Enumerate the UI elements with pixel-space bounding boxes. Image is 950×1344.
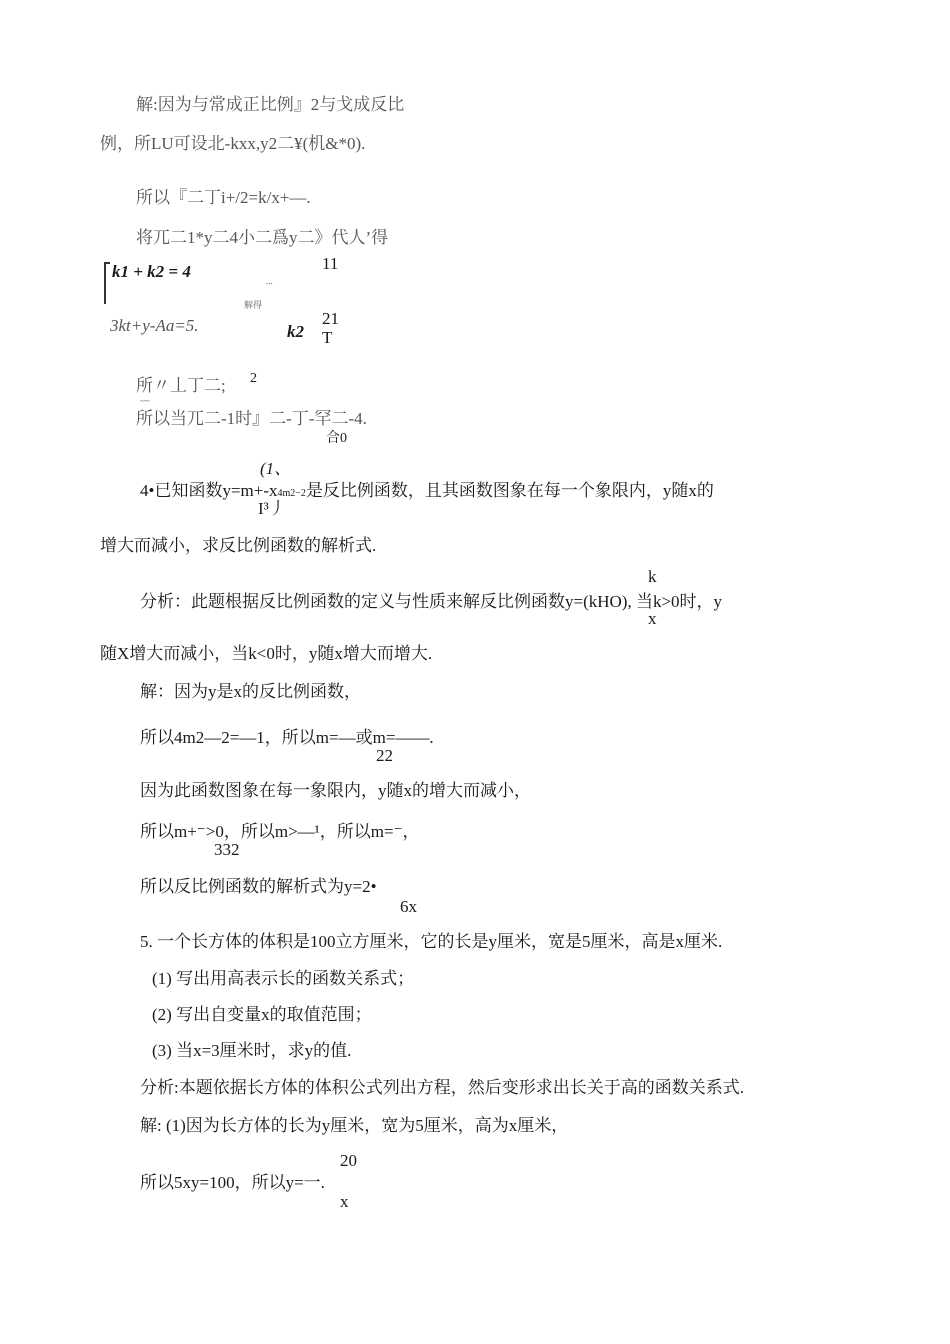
problem4-solution-line1: 解：因为y是x的反比例函数， bbox=[140, 682, 361, 701]
k2-label: k2 bbox=[287, 322, 304, 341]
fraction-1-numerator: 11 bbox=[322, 254, 339, 273]
problem4-analysis-line1: 分析：此题根据反比例函数的定义与性质来解反比例函数y=(kHO), 当k>0时，y bbox=[140, 592, 723, 611]
fraction-2-numerator: 21 bbox=[322, 309, 339, 328]
problem5-question-3: (3) 当x=3厘米时，求y的值. bbox=[152, 1041, 352, 1060]
system-equation-2: 3kt+y-Aa=5. bbox=[110, 316, 199, 335]
problem4-solution-line5-denominator: 6x bbox=[400, 897, 417, 916]
analysis-fraction-numerator: k bbox=[648, 567, 657, 586]
problem5-analysis: 分析:本题依据长方体的体积公式列出方程，然后变形求出长关于高的函数关系式. bbox=[140, 1078, 744, 1097]
line5-subscript: ~~ bbox=[140, 396, 150, 406]
equation-system-brace bbox=[104, 262, 110, 304]
line6-subscript: 合0 bbox=[326, 431, 347, 446]
problem5-question-1: (1) 写出用高表示长的函数关系式； bbox=[152, 969, 415, 988]
prev-solution-line2: 例，所LU可设北-kxx,y2二¥(机&*0). bbox=[100, 134, 366, 153]
problem5-solution-line2: 所以5xy=100，所以y=一. bbox=[140, 1173, 325, 1192]
problem4-stem-line1: 4•已知函数y=m+-x4m2−2是反比例函数，且其函数图象在每一个象限内，y随x的 bbox=[140, 481, 714, 500]
problem5-solution-line1: 解: (1)因为长方体的长为y厘米，宽为5厘米，高为x厘米， bbox=[140, 1116, 569, 1135]
problem4-coefficient-top: (1、 bbox=[260, 459, 292, 478]
prev-solution-line4: 将兀二1*y二4小二爲y二》代人’得 bbox=[136, 228, 389, 247]
system-equation-1: k1 + k2 = 4 bbox=[112, 262, 191, 281]
line5-superscript: 2 bbox=[250, 371, 257, 386]
problem4-coefficient-bottom: I³丿 bbox=[258, 499, 286, 518]
problem4-solution-line4-denominators: 332 bbox=[214, 840, 240, 859]
problem4-analysis-line2: 随X增大而减小，当k<0时，y随x增大而增大. bbox=[100, 644, 433, 663]
analysis-fraction-denominator: x bbox=[648, 609, 657, 628]
problem4-solution-line4: 所以m+⁻>0，所以m>—¹，所以m=⁻， bbox=[140, 822, 420, 841]
problem5-stem: 5. 一个长方体的体积是100立方厘米，它的长是y厘米，宽是5厘米，高是x厘米. bbox=[140, 932, 723, 951]
prev-solution-line1: 解:因为与常成正比例』2与戈成反比 bbox=[136, 95, 405, 114]
fraction-2-denominator: T bbox=[322, 328, 333, 347]
problem5-fraction-denominator: x bbox=[340, 1192, 349, 1211]
problem4-solution-line2-denominators: 22 bbox=[376, 746, 393, 765]
problem4-solution-line5: 所以反比例函数的解析式为y=2• bbox=[140, 877, 377, 896]
problem4-solution-line3: 因为此函数图象在每一象限内，y随x的增大而减小， bbox=[140, 781, 531, 800]
prev-solution-line3: 所以『二丁i+/2=k/x+—. bbox=[136, 188, 311, 207]
ellipsis: ... bbox=[266, 276, 273, 286]
problem4-exponent: 4m2−2 bbox=[277, 488, 306, 499]
problem4-stem-line2: 增大而减小，求反比例函数的解析式. bbox=[100, 536, 377, 555]
prev-solution-line5: 所〃丄丁二; bbox=[136, 376, 226, 395]
problem5-question-2: (2) 写出自变量x的取值范围； bbox=[152, 1005, 372, 1024]
problem5-fraction-numerator: 20 bbox=[340, 1151, 357, 1170]
solve-label: 解得 bbox=[244, 300, 263, 310]
prev-solution-line6: 所以当兀二-1时』二-丁-罕二-4. bbox=[136, 409, 367, 428]
problem4-solution-line2: 所以4m2—2=—1，所以m=—或m=——. bbox=[140, 728, 434, 747]
